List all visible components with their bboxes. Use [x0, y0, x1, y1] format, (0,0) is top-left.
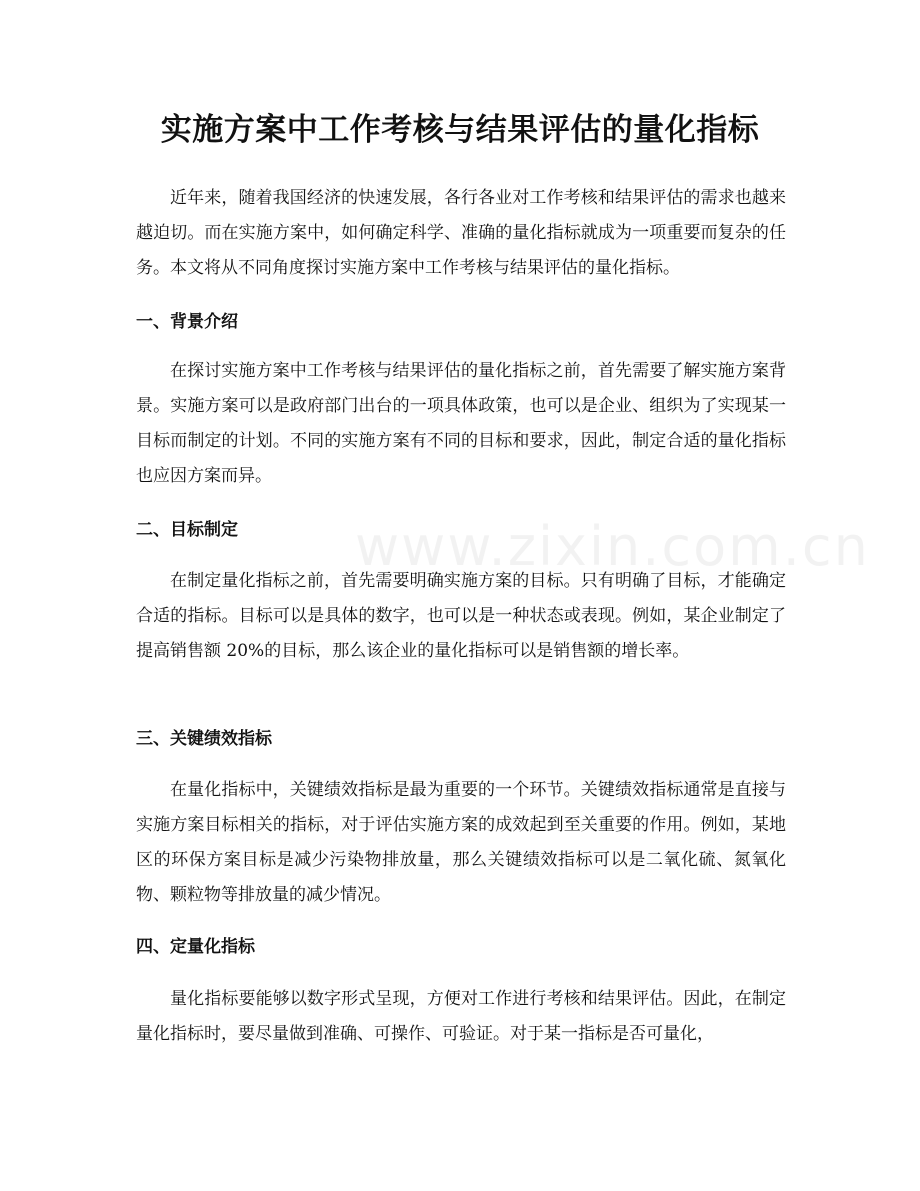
- document-title: 实施方案中工作考核与结果评估的量化指标: [160, 112, 760, 148]
- section-heading-goal: 二、目标制定: [136, 520, 238, 540]
- section-body-background: 在探讨实施方案中工作考核与结果评估的量化指标之前，首先需要了解实施方案背景。实施方案可以是政府部门出台的一项具体政策，也可以是企业、组织为了实现某一目标而制定的计划。不同的实施方案有不同的目标和要求，因此，制定合适的量化指标也应因方案而异。: [136, 361, 786, 486]
- watermark: www.zixin.com.cn: [355, 515, 870, 578]
- intro-paragraph: 近年来，随着我国经济的快速发展，各行各业对工作考核和结果评估的需求也越来越迫切。而在实施方案中，如何确定科学、准确的量化指标就成为一项重要而复杂的任务。本文将从不同角度探讨实施方案中工作考核与结果评估的量化指标。: [136, 188, 786, 278]
- section-heading-background: 一、背景介绍: [136, 312, 238, 332]
- section-heading-quantitative: 四、定量化指标: [136, 937, 255, 957]
- section-heading-kpi: 三、关键绩效指标: [136, 729, 272, 749]
- section-body-goal: 在制定量化指标之前，首先需要明确实施方案的目标。只有明确了目标，才能确定合适的指标。目标可以是具体的数字，也可以是一种状态或表现。例如，某企业制定了提高销售额 20%的目标，那么该企业的量化指标可以是销售额的增长率。: [136, 571, 786, 661]
- section-body-kpi: 在量化指标中，关键绩效指标是最为重要的一个环节。关键绩效指标通常是直接与实施方案目标相关的指标，对于评估实施方案的成效起到至关重要的作用。例如，某地区的环保方案目标是减少污染物排放量，那么关键绩效指标可以是二氧化硫、氮氧化物、颗粒物等排放量的减少情况。: [136, 780, 786, 905]
- section-body-quantitative: 量化指标要能够以数字形式呈现，方便对工作进行考核和结果评估。因此，在制定量化指标时，要尽量做到准确、可操作、可验证。对于某一指标是否可量化，: [136, 989, 786, 1044]
